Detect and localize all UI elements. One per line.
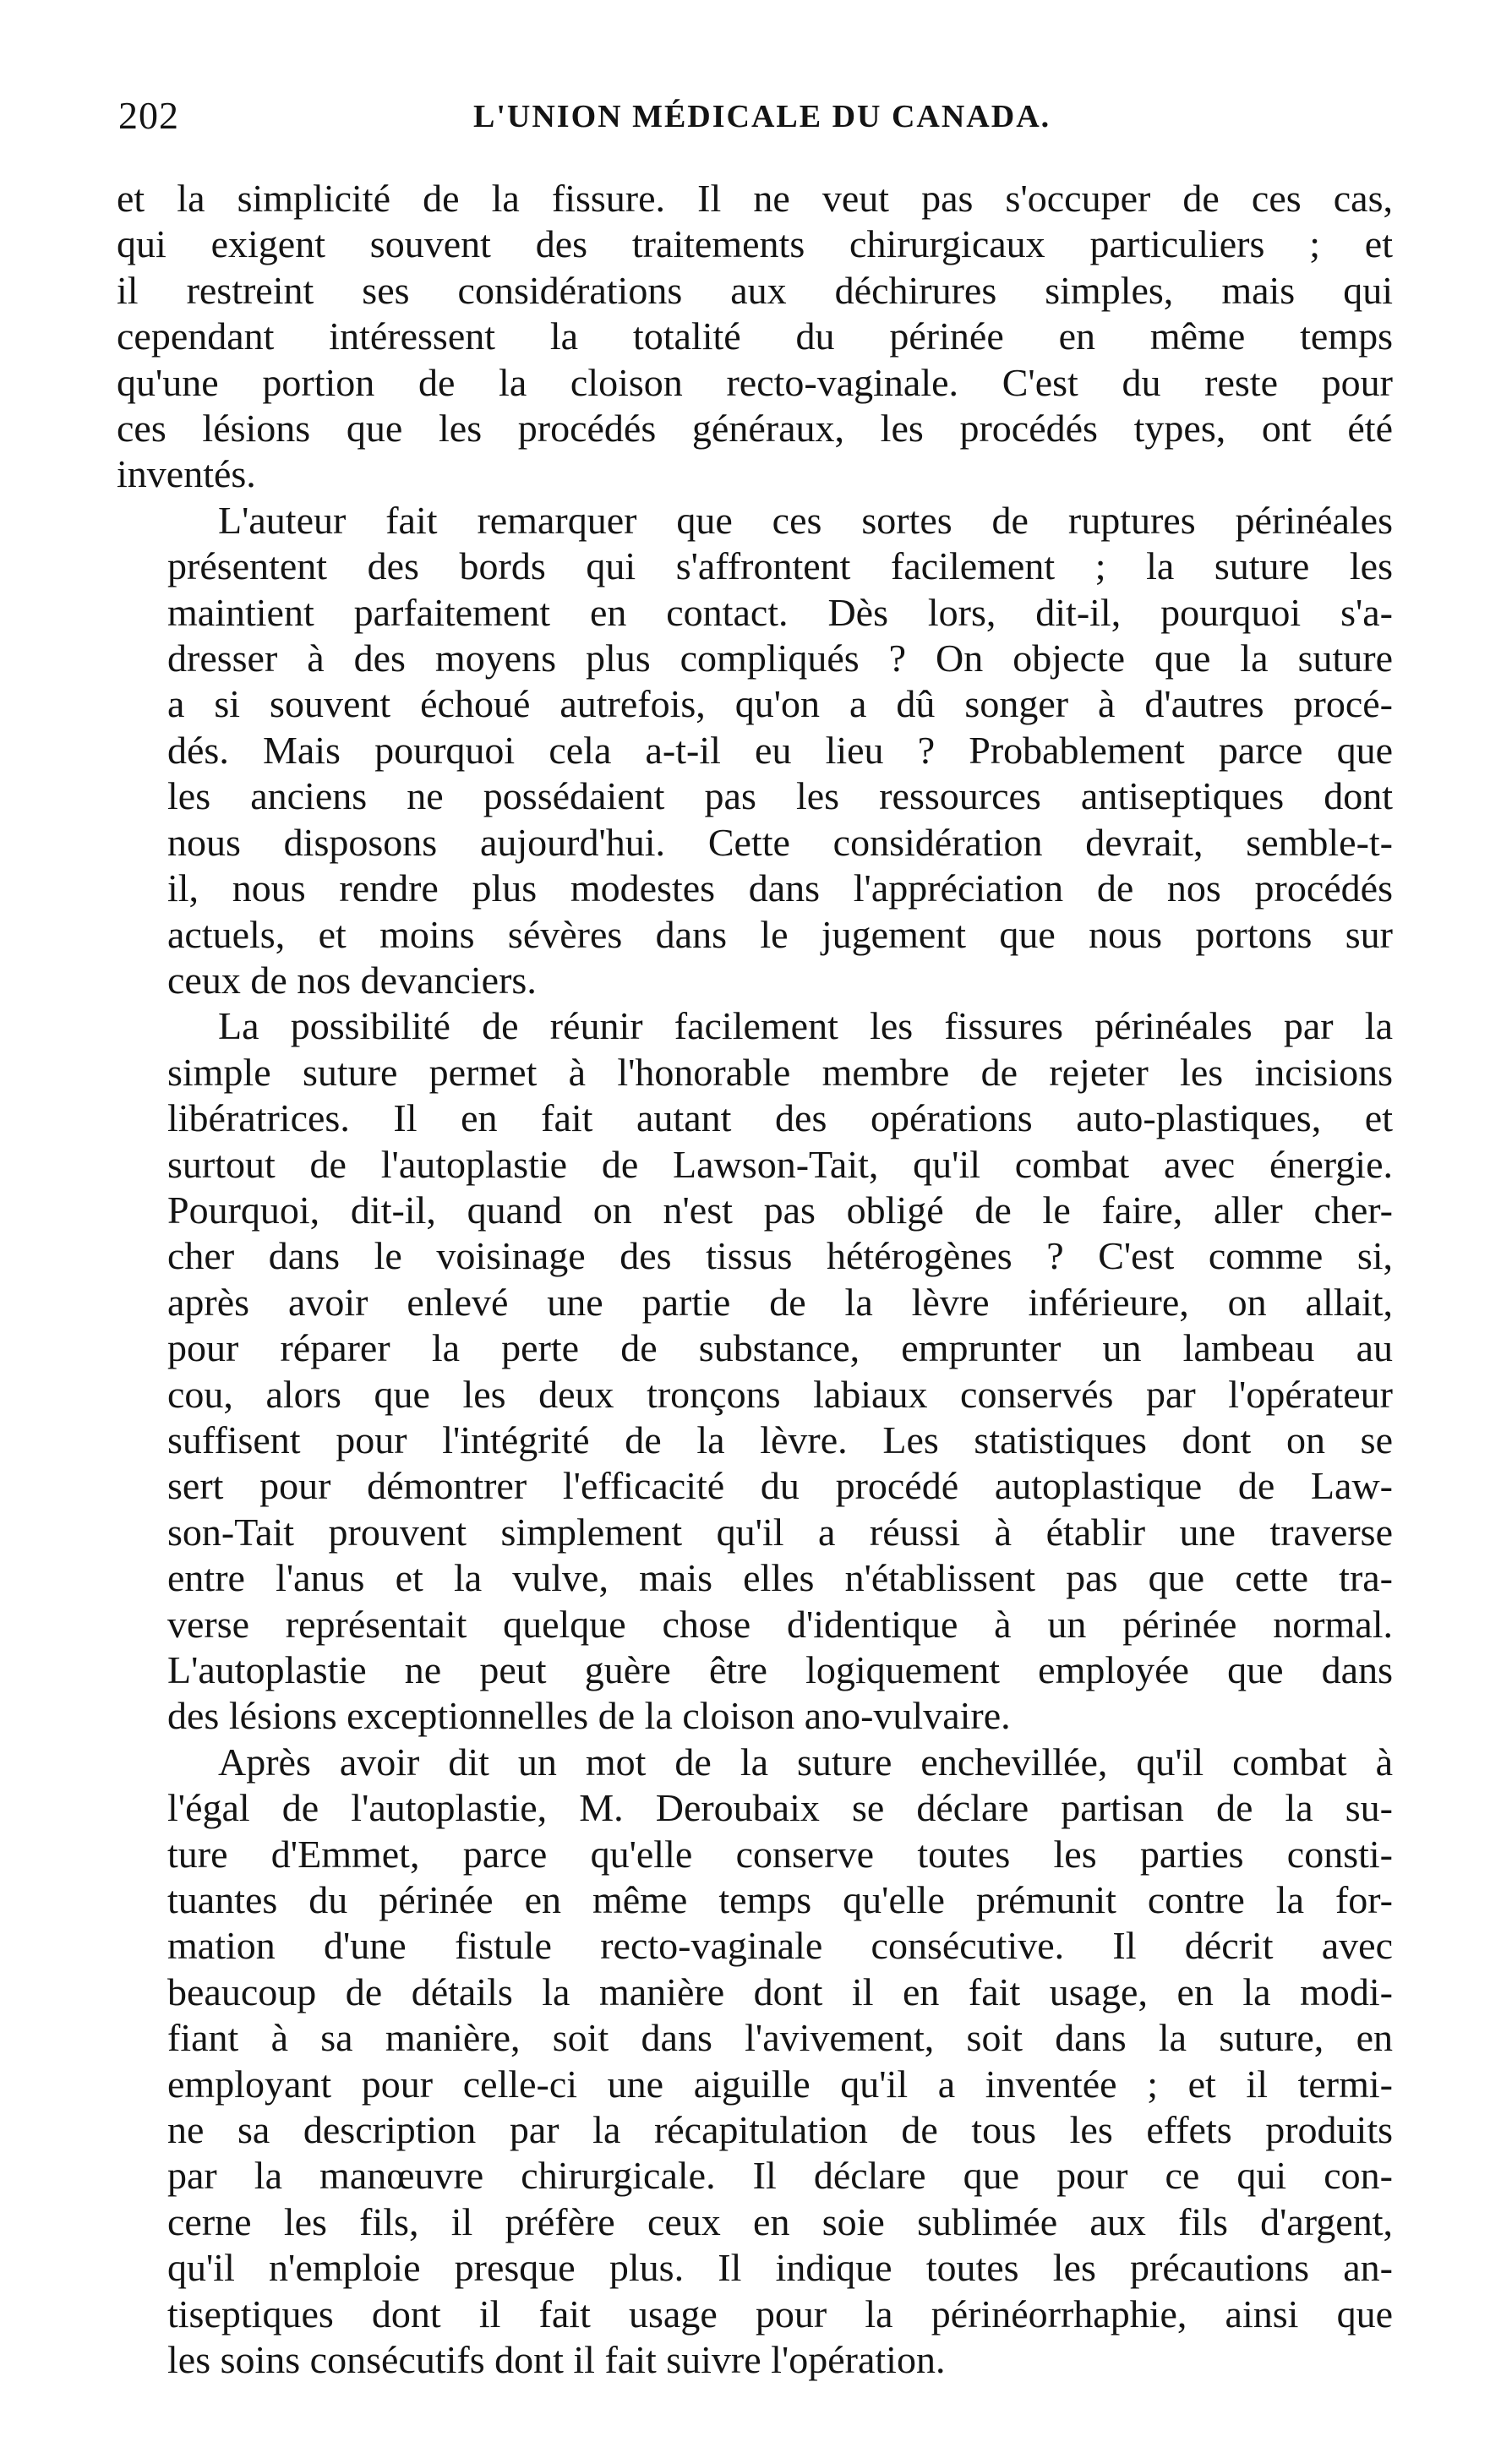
page-header (118, 93, 1403, 144)
text-line: tuantes du périnée en même temps qu'elle prémunit contre la for- (167, 1878, 1393, 1922)
text-line: cependant intéressent la totalité du périnée en même temps (117, 314, 1393, 358)
paragraph-2 (117, 498, 1393, 1003)
text-line: qui exigent souvent des traitements chirurgicaux particuliers ; et (117, 222, 1393, 266)
text-line: ces lésions que les procédés généraux, les procédés types, ont été (117, 407, 1393, 451)
text-line: des lésions exceptionnelles de la cloison ano-vulvaire. (167, 1694, 1011, 1738)
text-line: employant pour celle-ci une aiguille qu'il a inventée ; et il termi- (167, 2062, 1393, 2106)
text-line: nous disposons aujourd'hui. Cette considération devrait, semble-t- (167, 820, 1393, 864)
text-line: cerne les fils, il préfère ceux en soie sublimée aux fils d'argent, (167, 2199, 1393, 2243)
text-line: tiseptiques dont il fait usage pour la périnéorrhaphie, ainsi que (167, 2292, 1393, 2336)
text-line: les anciens ne possédaient pas les ressources antiseptiques dont (167, 774, 1393, 818)
body-text (117, 176, 1393, 2384)
text-line: suffisent pour l'intégrité de la lèvre. Les statistiques dont on se (167, 1418, 1393, 1461)
text-line: pour réparer la perte de substance, emprunter un lambeau au (167, 1326, 1393, 1370)
text-line: verse représentait quelque chose d'identique à un périnée normal. (167, 1602, 1393, 1646)
text-line: beaucoup de détails la manière dont il en fait usage, en la modi- (167, 1970, 1393, 2013)
text-line: ne sa description par la récapitulation de tous les effets produits (167, 2108, 1393, 2152)
text-line: ture d'Emmet, parce qu'elle conserve toutes les parties consti- (167, 1832, 1393, 1876)
paragraph-1 (117, 176, 1393, 498)
text-line: qu'une portion de la cloison recto-vaginale. C'est du reste pour (117, 360, 1393, 404)
text-line: Pourquoi, dit-il, quand on n'est pas obligé de le faire, aller cher- (167, 1188, 1393, 1232)
text-line: Après avoir dit un mot de la suture enchevillée, qu'il combat à (218, 1740, 1393, 1784)
text-line: dresser à des moyens plus compliqués ? On objecte que la suture (167, 636, 1393, 680)
running-head: L'UNION MÉDICALE DU CANADA. (473, 99, 1051, 134)
text-line: maintient parfaitement en contact. Dès lors, dit-il, pourquoi s'a- (167, 590, 1393, 634)
text-line: dés. Mais pourquoi cela a-t-il eu lieu ? Probablement parce que (167, 728, 1393, 772)
text-line: entre l'anus et la vulve, mais elles n'établissent pas que cette tra- (167, 1556, 1393, 1600)
text-line: il restreint ses considérations aux déchirures simples, mais qui (117, 268, 1393, 312)
text-line: L'autoplastie ne peut guère être logiquement employée que dans (167, 1648, 1393, 1691)
text-line: les soins consécutifs dont il fait suivre l'opération. (167, 2338, 946, 2382)
text-line: son-Tait prouvent simplement qu'il a réussi à établir une traverse (167, 1510, 1393, 1554)
text-line: surtout de l'autoplastie de Lawson-Tait, qu'il combat avec énergie. (167, 1142, 1393, 1186)
text-line: cher dans le voisinage des tissus hétérogènes ? C'est comme si, (167, 1234, 1393, 1278)
text-line: fiant à sa manière, soit dans l'avivement, soit dans la suture, en (167, 2016, 1393, 2060)
text-line: L'auteur fait remarquer que ces sortes de ruptures périnéales (218, 498, 1393, 542)
text-line: inventés. (117, 452, 256, 496)
text-line: a si souvent échoué autrefois, qu'on a dû songer à d'autres procé- (167, 682, 1393, 726)
text-line: présentent des bords qui s'affrontent facilement ; la suture les (167, 544, 1393, 588)
text-line: et la simplicité de la fissure. Il ne veut pas s'occuper de ces cas, (117, 177, 1393, 220)
text-line: sert pour démontrer l'efficacité du procédé autoplastique de Law- (167, 1464, 1393, 1508)
text-line: par la manœuvre chirurgicale. Il déclare que pour ce qui con- (167, 2154, 1393, 2198)
text-line: après avoir enlevé une partie de la lèvre inférieure, on allait, (167, 1280, 1393, 1324)
text-line: mation d'une fistule recto-vaginale consécutive. Il décrit avec (167, 1924, 1393, 1968)
text-line: libératrices. Il en fait autant des opérations auto-plastiques, et (167, 1096, 1393, 1140)
paragraph-4 (117, 1740, 1393, 2384)
text-line: simple suture permet à l'honorable membre de rejeter les incisions (167, 1050, 1393, 1094)
paragraph-3 (117, 1003, 1393, 1740)
text-line: qu'il n'emploie presque plus. Il indique toutes les précautions an- (167, 2246, 1393, 2290)
text-line: La possibilité de réunir facilement les fissures périnéales par la (218, 1004, 1393, 1048)
text-line: il, nous rendre plus modestes dans l'appréciation de nos procédés (167, 866, 1393, 910)
text-line: ceux de nos devanciers. (167, 958, 537, 1002)
text-line: actuels, et moins sévères dans le jugement que nous portons sur (167, 912, 1393, 956)
text-line: l'égal de l'autoplastie, M. Deroubaix se déclare partisan de la su- (167, 1786, 1393, 1830)
page-number: 202 (118, 94, 179, 137)
text-line: cou, alors que les deux tronçons labiaux conservés par l'opérateur (167, 1372, 1393, 1416)
